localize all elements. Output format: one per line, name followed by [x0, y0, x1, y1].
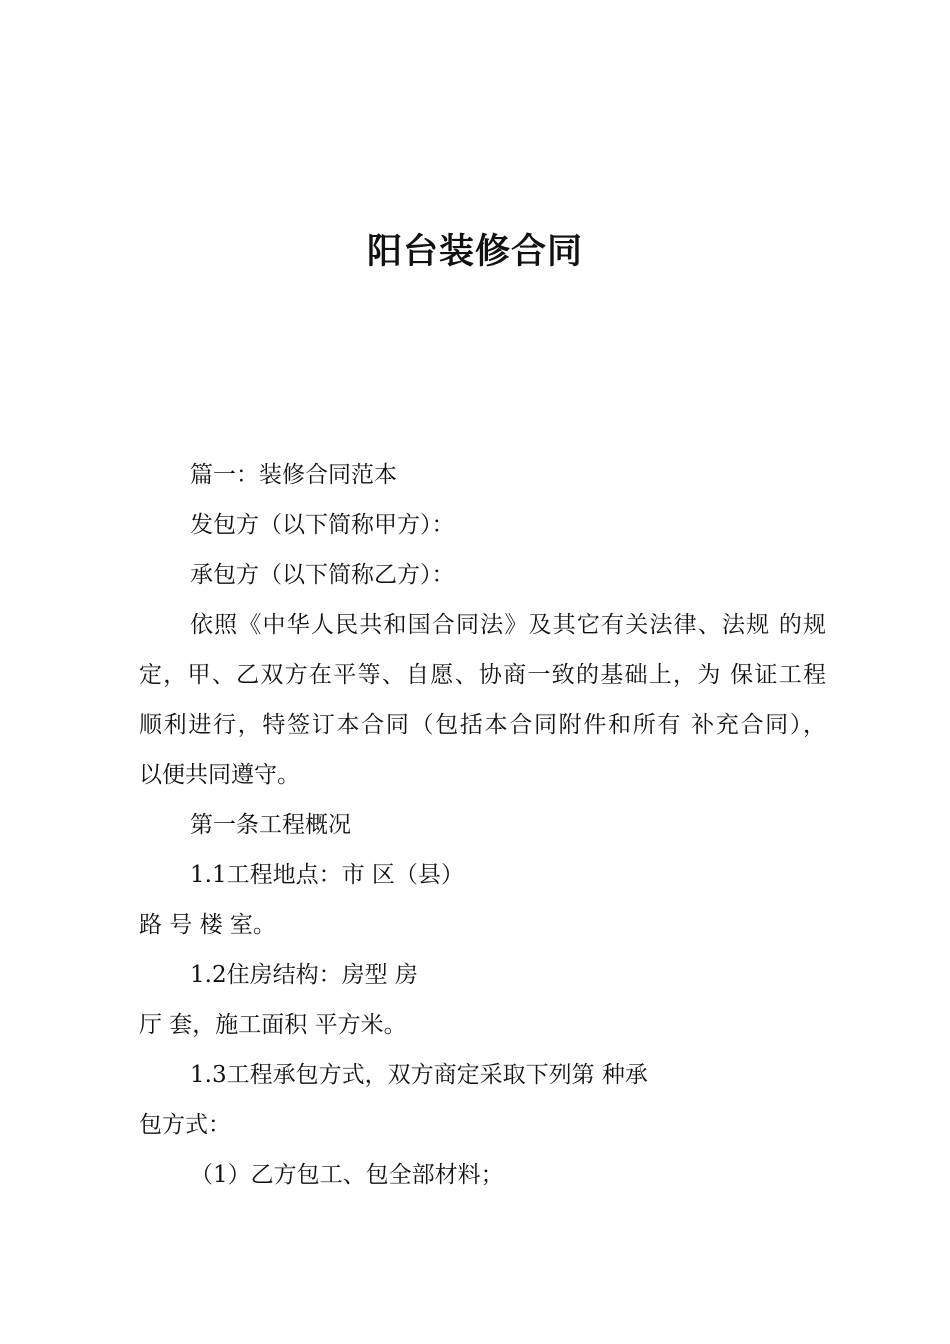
preamble-line-2: 定，甲、乙双方在平等、自愿、协商一致的基础上，为 保证工程 [139, 662, 826, 688]
party-a-line: 发包方（以下简称甲方）： [190, 512, 455, 538]
preamble-line-4: 以便共同遵守。 [139, 762, 300, 788]
clause-1-3-cont: 包方式： [139, 1112, 231, 1138]
preamble-line-3: 顺利进行，特签订本合同（包括本合同附件和所有 补充合同）， [139, 712, 826, 738]
list-item: （1）乙方包工、包全部材料； [190, 1162, 504, 1188]
section-heading: 篇一：装修合同范本 [190, 462, 397, 488]
party-b-line: 承包方（以下简称乙方）： [190, 562, 455, 588]
clause-1-2: 1.2住房结构：房型 房 [190, 962, 418, 988]
article-heading: 第一条工程概况 [190, 812, 351, 838]
clause-1-1-cont: 路 号 楼 室。 [139, 912, 276, 938]
clause-1-1: 1.1工程地点：市 区（县） [190, 862, 464, 888]
document-title: 阳台装修合同 [366, 232, 583, 272]
clause-1-2-cont: 厅 套，施工面积 平方米。 [139, 1012, 407, 1038]
preamble-line-1: 依照《中华人民共和国合同法》及其它有关法律、法规 的规 [190, 612, 826, 638]
clause-1-3: 1.3工程承包方式，双方商定采取下列第 种承 [190, 1062, 648, 1088]
